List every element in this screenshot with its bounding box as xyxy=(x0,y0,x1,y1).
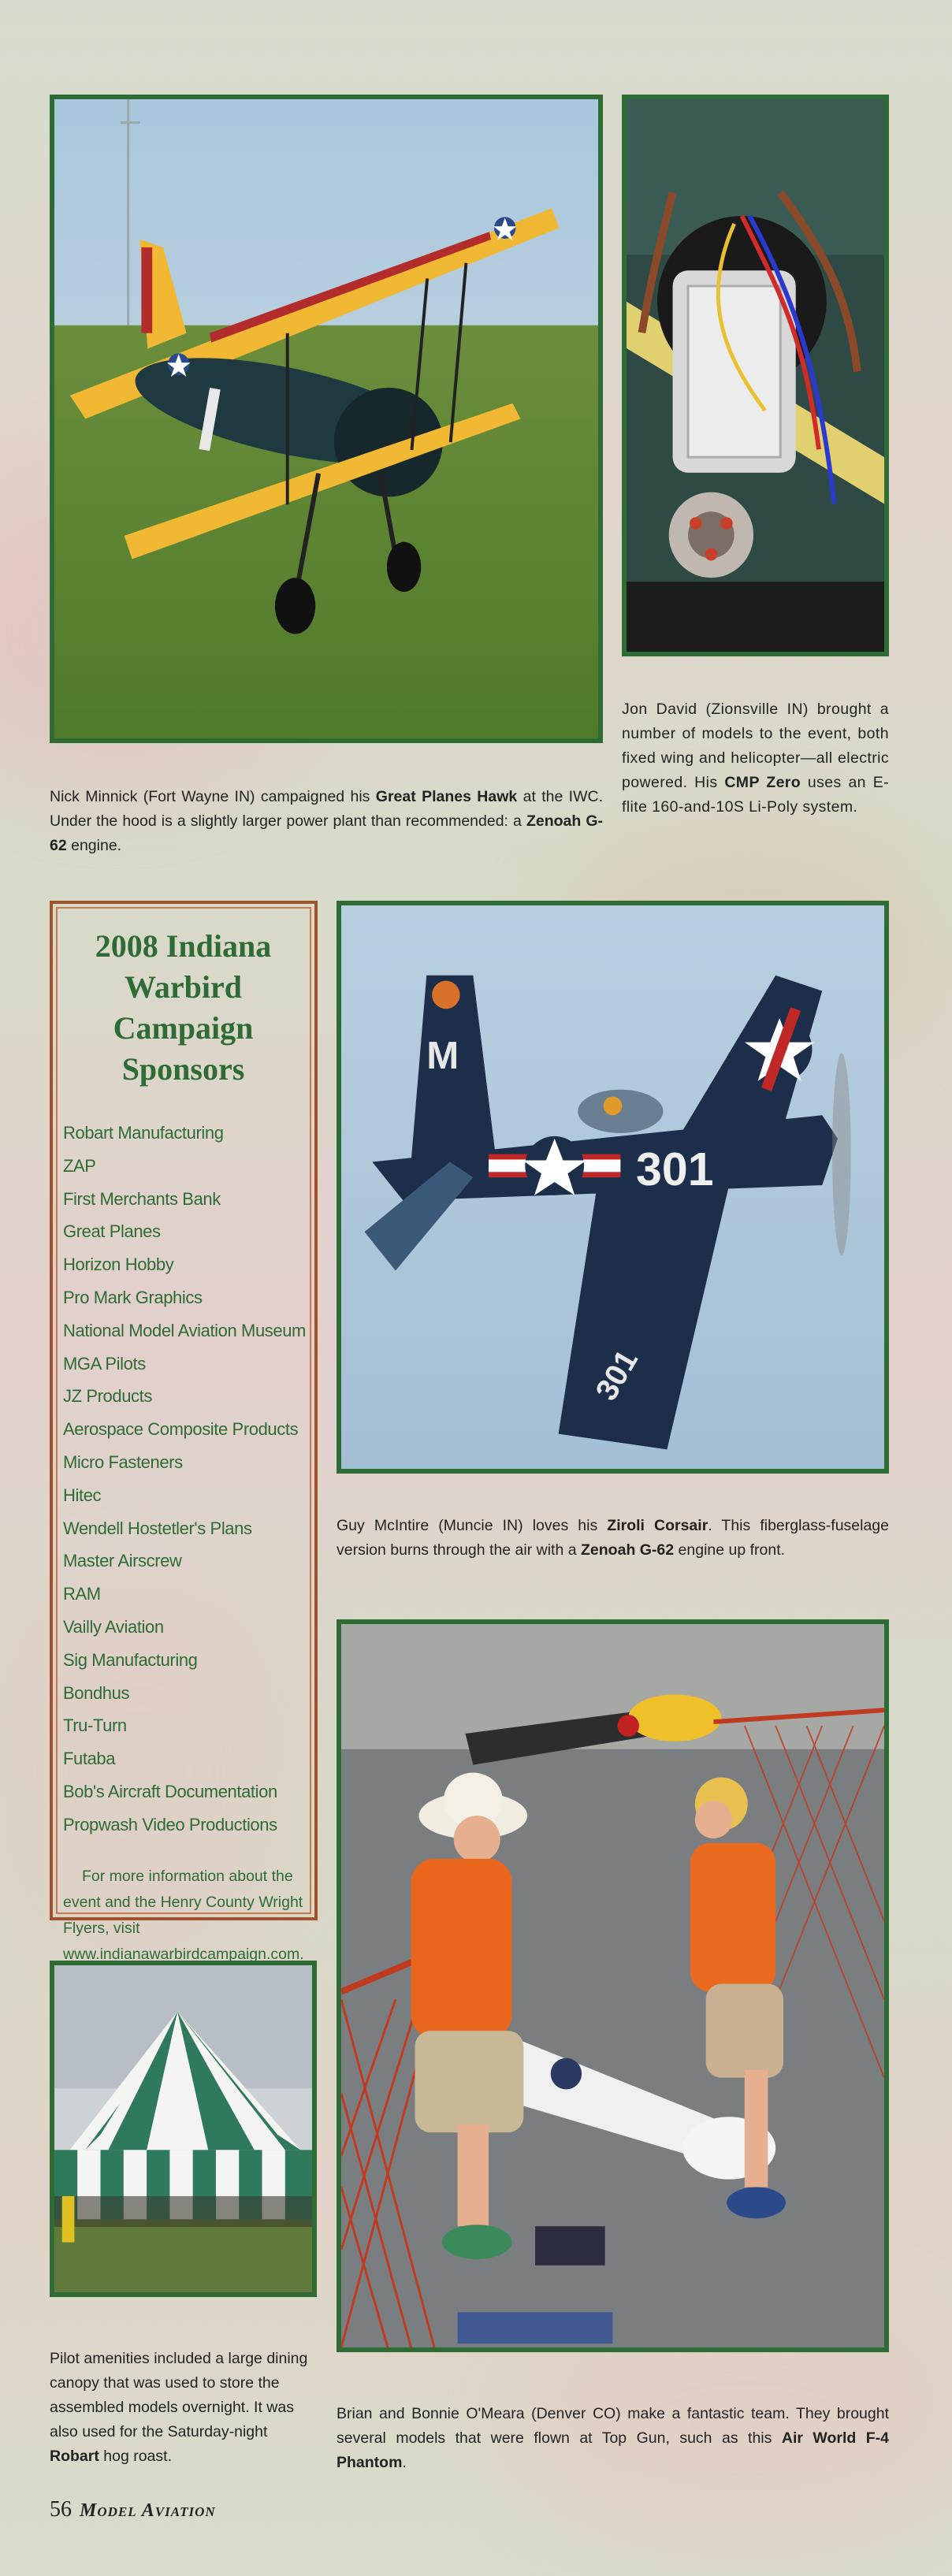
sponsor-item: Master Airscrew xyxy=(63,1551,182,1571)
sponsor-item: Futaba xyxy=(63,1749,116,1769)
sponsor-item: Robart Manufacturing xyxy=(63,1123,224,1143)
caption-guy-mcintire: Guy McIntire (Muncie IN) loves his Ziroli Corsair. This fiberglass-fuselage version burns through the air with a Zenoah G-62 engine up front. xyxy=(337,1517,889,1559)
sponsor-item: Aerospace Composite Products xyxy=(63,1419,299,1440)
sponsor-item: JZ Products xyxy=(63,1386,152,1407)
page-footer xyxy=(50,2497,216,2522)
magazine-name: Model Aviation xyxy=(80,2500,216,2521)
photo-corsair xyxy=(337,901,889,1474)
sponsors-more-info: For more information about the event and the Henry County Wright Flyers, visit www.indianawarbirdcampaign.com. xyxy=(63,1864,303,1994)
photo-electric-motor xyxy=(622,95,889,656)
sponsor-item: Sig Manufacturing xyxy=(63,1649,198,1670)
sponsor-item: Horizon Hobby xyxy=(63,1255,174,1275)
caption-omeara: Brian and Bonnie O'Meara (Denver CO) make a fantastic team. They brought several models that were flown at Top Gun, such as this Air World F-4 Phantom. xyxy=(337,2405,889,2471)
sponsor-item: Propwash Video Productions xyxy=(63,1814,277,1834)
page-number: 56 xyxy=(50,2497,72,2522)
caption-dining-canopy: Pilot amenities included a large dining canopy that was used to store the assembled models overnight. It was also used for the Saturday-night Robart hog roast. xyxy=(50,2350,308,2465)
sponsor-item: Bob's Aircraft Documentation xyxy=(63,1781,277,1801)
sponsor-item: ZAP xyxy=(63,1155,96,1176)
sponsor-item: First Merchants Bank xyxy=(63,1188,221,1209)
sponsors-box xyxy=(50,901,318,1963)
photo-hawk-biplane xyxy=(50,95,603,743)
svg-text:301: 301 xyxy=(589,1344,645,1407)
corsair-tail-letter: M xyxy=(426,1034,459,1078)
sponsor-item: Bondhus xyxy=(63,1682,130,1703)
sponsor-item: Micro Fasteners xyxy=(63,1452,183,1472)
corsair-number: 301 xyxy=(636,1142,714,1196)
caption-jon-david: Jon David (Zionsville IN) brought a number of models to the event, both fixed wing and helicopter—all electric powered. His CMP Zero uses an E-flite 160-and-10S Li-Poly system. xyxy=(622,701,889,816)
sponsor-item: National Model Aviation Museum xyxy=(63,1320,306,1340)
sponsor-item: RAM xyxy=(63,1584,101,1604)
sponsor-item: Wendell Hostetler's Plans xyxy=(63,1518,252,1538)
sponsor-item: Vailly Aviation xyxy=(63,1616,164,1637)
sponsors-title: 2008 Indiana Warbird Campaign Sponsors xyxy=(95,928,272,1087)
sponsor-item: Pro Mark Graphics xyxy=(63,1287,203,1307)
sponsor-item: MGA Pilots xyxy=(63,1353,146,1373)
photo-dining-canopy xyxy=(50,1961,317,2297)
sponsor-item: Tru-Turn xyxy=(63,1715,127,1736)
sponsors-list xyxy=(63,1117,306,1842)
caption-nick-minnick: Nick Minnick (Fort Wayne IN) campaigned his Great Planes Hawk at the IWC. Under the hood is a slightly larger power plant than recommended: a Zenoah G-62 engine. xyxy=(50,788,604,854)
photo-omeara-team xyxy=(337,1619,889,2352)
sponsor-item: Hitec xyxy=(63,1485,102,1505)
sponsor-item: Great Planes xyxy=(63,1221,161,1242)
